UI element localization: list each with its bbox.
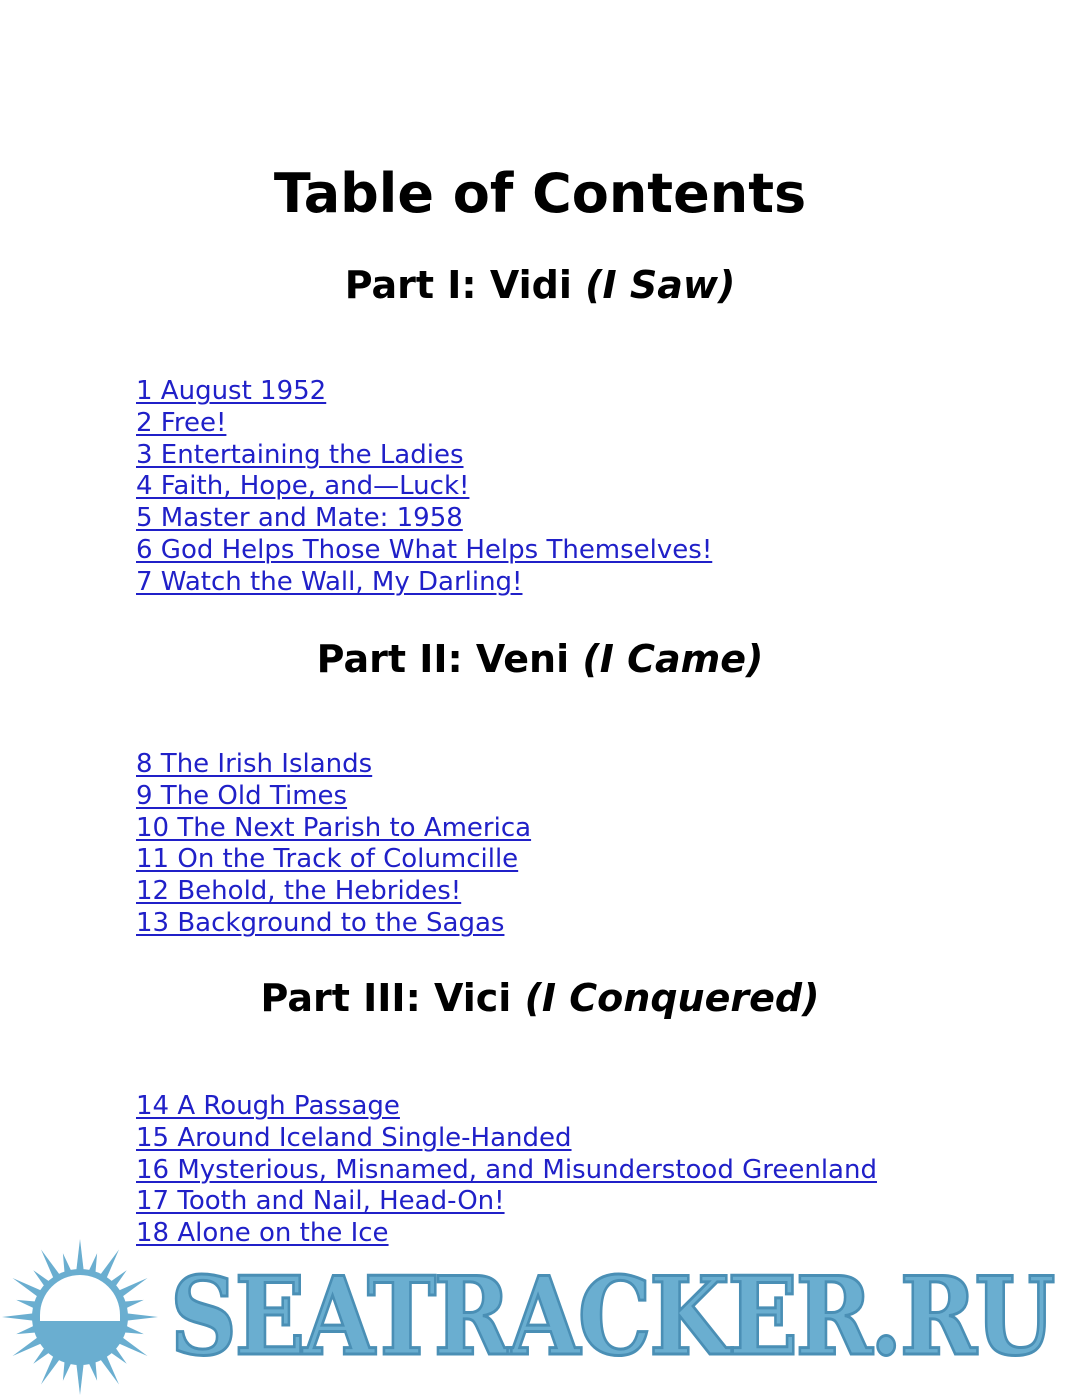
list-item [136,535,712,567]
sun-ray [124,1313,158,1321]
chapter-link-3[interactable]: 3 Entertaining the Ladies [136,439,464,470]
sun-ray [2,1313,36,1321]
chapter-link-9[interactable]: 9 The Old Times [136,780,348,811]
list-item [136,440,712,472]
list-item [136,567,712,599]
list-item [136,408,712,440]
chapter-link-8[interactable]: 8 The Irish Islands [136,749,373,779]
list-item [136,1123,877,1155]
chapter-link-2[interactable]: 2 Free! [136,407,227,438]
chapter-link-16[interactable]: 16 Mysterious, Misnamed, and Misunderstood Greenland [136,1154,877,1185]
sun-ray [76,1361,84,1395]
list-item [136,908,531,940]
chapter-link-15[interactable]: 15 Around Iceland Single-Handed [136,1122,572,1153]
list-item [136,1155,877,1187]
list-item [136,813,531,845]
list-item [136,876,531,908]
list-item [136,1091,877,1123]
chapter-link-7[interactable]: 7 Watch the Wall, My Darling! [136,566,523,597]
list-item [136,376,712,408]
chapter-link-1[interactable]: 1 August 1952 [136,376,327,406]
page-title: Table of Contents [273,162,807,225]
chapter-link-4[interactable]: 4 Faith, Hope, and—Luck! [136,471,470,502]
chapter-list-part-2 [136,749,531,940]
list-item [136,471,712,503]
chapter-link-14[interactable]: 14 A Rough Passage [136,1091,400,1121]
part-heading-1-title: Part I: Vidi [344,263,572,307]
part-heading-3 [0,975,1080,1021]
chapter-link-5[interactable]: 5 Master and Mate: 1958 [136,503,463,534]
part-heading-2 [0,636,1080,682]
part-heading-3-title: Part III: Vici [260,976,512,1020]
list-item [136,503,712,535]
list-item [136,781,531,813]
chapter-list-part-3 [136,1091,877,1250]
part-heading-2-subtitle: (I Came) [582,637,764,681]
part-heading-1-subtitle: (I Saw) [585,263,736,307]
part-heading-3-subtitle: (I Conquered) [524,976,820,1020]
chapter-link-12[interactable]: 12 Behold, the Hebrides! [136,876,462,907]
list-item [136,844,531,876]
watermark-text: SEATRACKER.RU [170,1254,1053,1380]
sun-ray [76,1239,84,1273]
list-item [136,749,531,781]
part-heading-2-title: Part II: Veni [316,637,570,681]
chapter-list-part-1 [136,376,712,599]
chapter-link-6[interactable]: 6 God Helps Those What Helps Themselves! [136,534,713,565]
chapter-link-11[interactable]: 11 On the Track of Columcille [136,844,519,875]
chapter-link-18[interactable]: 18 Alone on the Ice [136,1218,389,1249]
chapter-link-10[interactable]: 10 The Next Parish to America [136,812,532,843]
part-heading-1 [0,262,1080,308]
chapter-link-13[interactable]: 13 Background to the Sagas [136,907,505,938]
chapter-link-17[interactable]: 17 Tooth and Nail, Head-On! [136,1186,505,1217]
list-item [136,1186,877,1218]
